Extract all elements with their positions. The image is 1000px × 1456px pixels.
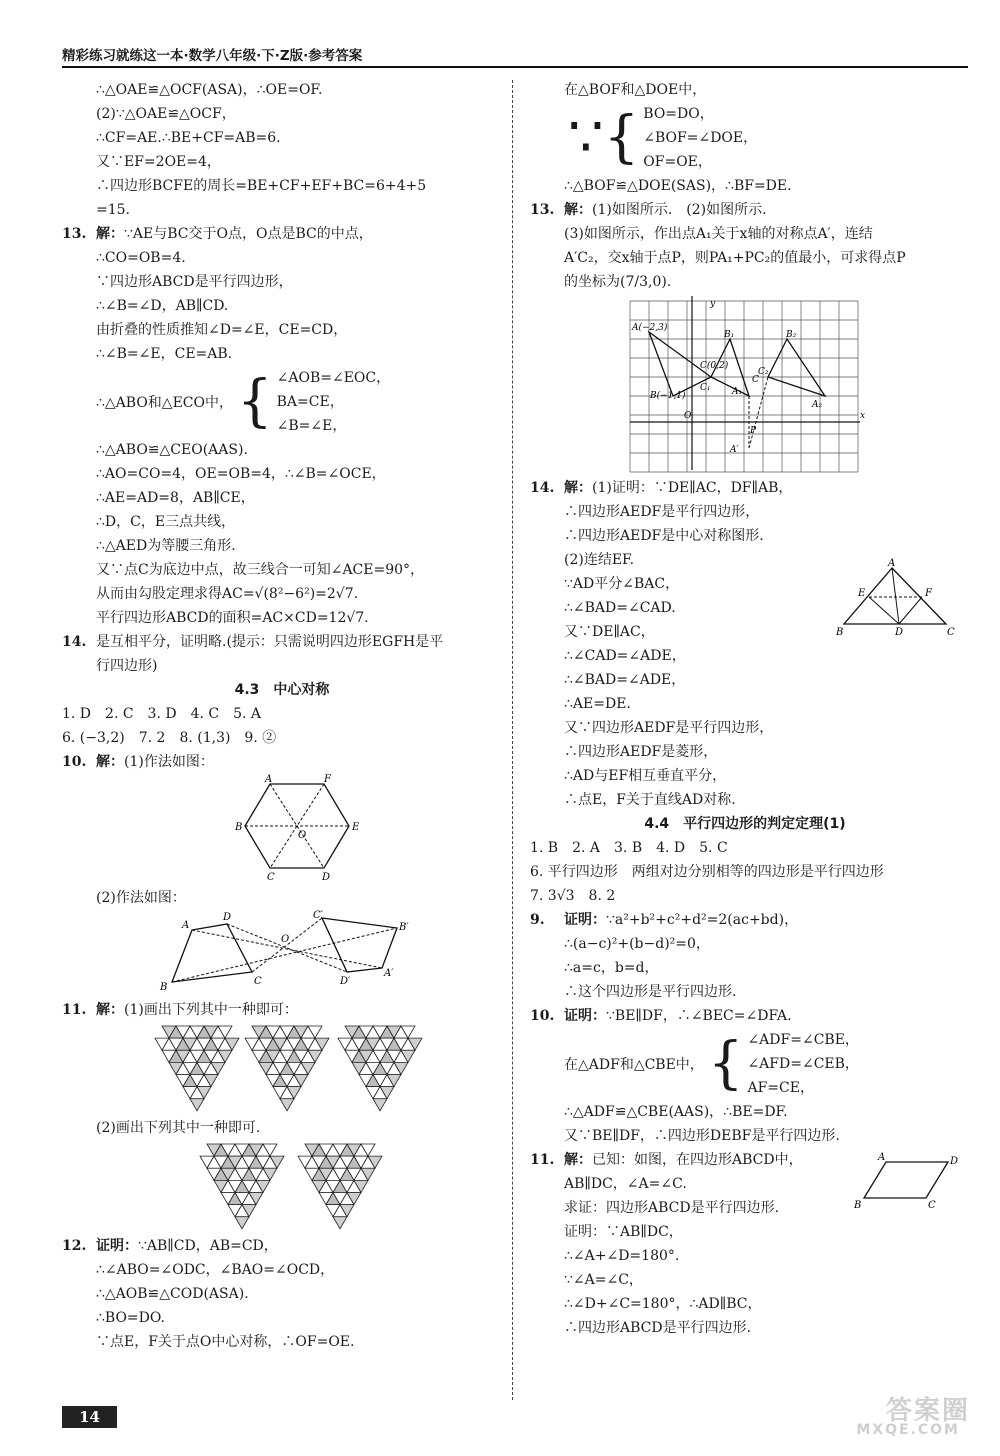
watermark-url: MXQE.COM <box>856 1422 960 1438</box>
center-label: O <box>281 934 290 945</box>
text-line: 由折叠的性质推知∠D=∠E，CE=CD， <box>96 322 348 338</box>
fill-answers: 7. 3√3 8. 2 <box>530 888 616 904</box>
vertex-label: D <box>950 1156 959 1167</box>
point-label: A₁ <box>732 387 743 397</box>
point-label: B(−1,1) <box>650 391 686 401</box>
segment-de <box>869 597 899 624</box>
answer-head: 解： <box>96 754 124 770</box>
answer-head: 证明： <box>564 912 606 928</box>
vertex-label: A′ <box>384 968 394 979</box>
text-line: ∴四边形AEDF是菱形， <box>564 744 718 760</box>
brace-item: ∠B=∠E， <box>276 418 347 434</box>
text-line: 又∵BE∥DF，∴四边形DEBF是平行四边形. <box>564 1128 840 1144</box>
parallelogram-figure <box>848 1150 960 1212</box>
brace-item: ∠ADF=∠CBE， <box>747 1032 859 1048</box>
text-line: (2)作法如图： <box>96 890 186 906</box>
text-line: 是互相平分，证明略.(提示：只需说明四边形EGFH是平 <box>96 634 444 650</box>
question-10 <box>530 1004 960 1028</box>
answer-head: 解： <box>96 226 124 242</box>
vertex-label: B <box>836 627 844 638</box>
diamond-grid-figures-2 <box>62 1140 502 1234</box>
point-label: A′ <box>730 445 739 455</box>
text-line: ∴∠CAD=∠ADE， <box>564 648 686 664</box>
point-label: C(0,2) <box>700 361 729 371</box>
vertex-label: B <box>854 1200 862 1211</box>
triangle-grid-diamond <box>338 1026 422 1111</box>
text-line: ∴四边形BCFE的周长=BE+CF+EF+BC=6+4+5 <box>96 178 427 194</box>
text-line: ∵AE与BC交于O点，O点是BC的中点， <box>124 226 373 242</box>
segment-ad <box>892 568 899 624</box>
origin-label: O <box>684 411 692 421</box>
text-line: 又∵EF=2OE=4， <box>96 154 221 170</box>
text-line: ∵∠A=∠C， <box>564 1272 643 1288</box>
text-line: ∴△ADF≌△CBE(AAS)，∴BE=DF. <box>564 1104 788 1120</box>
text-line: ∴D，C，E三点共线， <box>96 514 236 530</box>
text-line: 又∵DE∥AC， <box>564 624 655 640</box>
answer-head: 证明： <box>96 1238 138 1254</box>
watermark-logo: 答案圈 <box>885 1396 970 1426</box>
vertex-label: E <box>352 822 360 833</box>
text-line: ∴∠BAD=∠ADE， <box>564 672 686 688</box>
text-line: ∴AO=CO=4，OE=OB=4，∴∠B=∠OCE， <box>96 466 386 482</box>
axis-label: y <box>710 299 716 309</box>
question-11 <box>62 998 502 1022</box>
question-number: 9. <box>530 912 545 928</box>
point-label: A₂ <box>812 400 823 410</box>
left-column <box>62 78 502 1354</box>
text-line: 在△BOF和△DOE中， <box>564 82 707 98</box>
diamond-grid-figures-1 <box>62 1022 502 1116</box>
vertex-label: C <box>254 976 262 987</box>
q14-block <box>530 500 960 812</box>
point-label: A(−2,3) <box>632 323 668 333</box>
text-line: (1)如图所示. (2)如图所示. <box>592 202 767 218</box>
running-header: 精彩练习就练这一本·数学八年级·下·Z版·参考答案 <box>62 48 363 64</box>
text-line: 又∵四边形AEDF是平行四边形， <box>564 720 774 736</box>
question-number: 10. <box>62 754 87 770</box>
vertex-label: A <box>182 920 190 931</box>
question-13 <box>530 198 960 222</box>
text-line: ∴△ABO≌△CEO(AAS). <box>96 442 248 458</box>
answer-head: 解： <box>564 202 592 218</box>
brace-lead: 在△ADF和△CBE中， <box>564 1057 704 1073</box>
text-line: ∴CF=AE.∴BE+CF=AB=6. <box>96 130 281 146</box>
question-number: 14. <box>530 480 555 496</box>
text-line: ∴AE=AD=8，AB∥CE， <box>96 490 255 506</box>
text-line: 已知：如图，在四边形ABCD中， <box>592 1152 803 1168</box>
grid-cell <box>190 1099 204 1111</box>
triangle-figure <box>836 558 960 638</box>
answer-head: 解： <box>96 1002 124 1018</box>
text-line: (1)画出下列其中一种即可： <box>124 1002 298 1018</box>
triangle-grid-diamond <box>155 1026 239 1111</box>
connect-line <box>252 918 322 972</box>
question-number: 13. <box>530 202 555 218</box>
text-line: 行四边形) <box>96 658 158 674</box>
vertex-label: C <box>928 1200 936 1211</box>
text-line: (2)连结EF. <box>564 552 635 568</box>
text-line: 证明：∵AB∥DC， <box>564 1224 683 1240</box>
text-line: ∵AB∥CD，AB=CD， <box>138 1238 278 1254</box>
axis-label: x <box>860 411 866 421</box>
text-line: 平行四边形ABCD的面积=AC×CD=12√7. <box>96 610 369 626</box>
question-number: 12. <box>62 1238 87 1254</box>
question-10 <box>62 750 502 774</box>
connect-line <box>227 924 347 972</box>
question-14 <box>62 630 502 654</box>
text-line: ∴四边形AEDF是平行四边形， <box>564 504 760 520</box>
vertex-label: C <box>267 872 275 883</box>
text-line: ∴这个四边形是平行四边形. <box>564 984 737 1000</box>
triangle-grid-diamond <box>245 1026 329 1111</box>
vertex-label: D′ <box>340 976 351 987</box>
text-line: ∴BO=DO. <box>96 1310 165 1326</box>
grid-cell <box>333 1217 347 1229</box>
vertex-label: B <box>160 982 168 993</box>
text-line: ∴AE=DE. <box>564 696 631 712</box>
text-line: 的坐标为(7/3,0). <box>564 274 672 290</box>
vertex-label: D <box>895 627 904 638</box>
point-label: B₂ <box>786 330 797 340</box>
question-9 <box>530 908 960 932</box>
brace-symbol: ∵{ <box>568 105 640 170</box>
question-number: 14. <box>62 634 87 650</box>
fill-answers: 6. 平行四边形 两组对边分别相等的四边形是平行四边形 <box>530 864 884 880</box>
right-column <box>530 78 960 1340</box>
text-line: ∴四边形AEDF是中心对称图形. <box>564 528 764 544</box>
text-line: ∴∠ABO=∠ODC，∠BAO=∠OCD， <box>96 1262 335 1278</box>
text-line: A′C₂，交x轴于点P，则PA₁+PC₂的值最小，可求得点P <box>564 250 906 266</box>
column-divider <box>512 80 513 1400</box>
q11-block <box>530 1148 960 1340</box>
vertex-label: E <box>858 588 866 599</box>
triangle-grid-diamond <box>200 1144 284 1229</box>
text-line: ∴(a−c)²+(b−d)²=0， <box>564 936 710 952</box>
text-line: ∴△BOF≌△DOE(SAS)，∴BF=DE. <box>564 178 792 194</box>
question-13 <box>62 222 502 246</box>
text-line: (2)画出下列其中一种即可. <box>96 1120 261 1136</box>
question-number: 11. <box>62 1002 87 1018</box>
hexagon-figure <box>62 774 502 886</box>
text-line: ∴△AED为等腰三角形. <box>96 538 236 554</box>
brace-item: ∠AOB=∠EOC， <box>276 370 391 386</box>
coordinate-grid-figure <box>530 294 960 476</box>
text-line: ∴CO=OB=4. <box>96 250 186 266</box>
page-number: 14 <box>62 1406 117 1428</box>
point-label: B₁ <box>724 330 735 340</box>
text-line: (2)∵△OAE≌△OCF， <box>96 106 236 122</box>
vertex-label: F <box>324 774 331 785</box>
text-line: (3)如图所示，作出点A₁关于x轴的对称点A′，连结 <box>564 226 873 242</box>
brace-system <box>530 102 960 174</box>
vertex-label: C′ <box>313 910 323 921</box>
vertex-label: A <box>265 774 273 785</box>
text-line: ∴四边形ABCD是平行四边形. <box>564 1320 752 1336</box>
choice-answers: 1. B 2. A 3. B 4. D 5. C <box>530 840 728 856</box>
text-line: (1)作法如图： <box>124 754 214 770</box>
vertex-label: D <box>322 872 331 883</box>
text-line: ∴△OAE≌△OCF(ASA)，∴OE=OF. <box>96 82 323 98</box>
section-heading: 4.3 中心对称 <box>234 682 330 698</box>
text-line: 求证：四边形ABCD是平行四边形. <box>564 1200 780 1216</box>
question-number: 10. <box>530 1008 555 1024</box>
answer-head: 证明： <box>564 1008 606 1024</box>
question-12 <box>62 1234 502 1258</box>
triangle-a2b2c2 <box>768 339 825 396</box>
vertex-label: C <box>947 627 955 638</box>
text-line: ∴∠D+∠C=180°，∴AD∥BC， <box>564 1296 762 1312</box>
text-line: ∵点E，F关于点O中心对称，∴OF=OE. <box>96 1334 355 1350</box>
segment-a-prime-c2 <box>749 377 768 448</box>
triangle-grid-diamond <box>298 1144 382 1229</box>
brace-item: AF=CE， <box>747 1080 814 1096</box>
question-number: 11. <box>530 1152 555 1168</box>
brace-symbol: { <box>237 369 273 434</box>
brace-item: ∠BOF=∠DOE， <box>643 130 758 146</box>
vertex-label: A <box>888 558 896 569</box>
vertex-label: B′ <box>399 922 409 933</box>
central-symmetry-figure <box>62 910 502 998</box>
text-line: ∵四边形ABCD是平行四边形， <box>96 274 293 290</box>
answer-head: 解： <box>564 480 592 496</box>
choice-answers: 1. D 2. C 3. D 4. C 5. A <box>62 706 262 722</box>
fill-answers: 6. (−3,2) 7. 2 8. (1,3) 9. ② <box>62 730 277 746</box>
text-line: ∴∠B=∠D，AB∥CD. <box>96 298 229 314</box>
header-rule <box>62 66 968 68</box>
answer-head: 解： <box>564 1152 592 1168</box>
quadrilateral-abcd <box>172 924 252 982</box>
text-line: ∴∠BAD=∠CAD. <box>564 600 676 616</box>
brace-item: ∠AFD=∠CEB， <box>747 1056 859 1072</box>
parallelogram-abcd <box>864 1162 948 1198</box>
brace-symbol: { <box>707 1031 744 1096</box>
grid-cell <box>373 1099 387 1111</box>
text-line: ∵a²+b²+c²+d²=2(ac+bd)， <box>606 912 799 928</box>
point-label: C₁ <box>700 383 711 393</box>
section-heading: 4.4 平行四边形的判定定理(1) <box>644 816 846 832</box>
brace-item: BA=CE， <box>276 394 344 410</box>
text-line: ∵BE∥DF，∴∠BEC=∠DFA. <box>606 1008 792 1024</box>
text-line: ∴AD与EF相互垂直平分， <box>564 768 727 784</box>
segment-df <box>899 597 922 624</box>
text-line: ∴a=c，b=d， <box>564 960 659 976</box>
text-line: ∴∠A+∠D=180°. <box>564 1248 680 1264</box>
text-line: =15. <box>96 202 130 218</box>
vertex-label: D <box>223 912 232 923</box>
center-label: O <box>298 830 307 841</box>
point-label: C <box>752 375 759 385</box>
brace-item: OF=OE， <box>643 154 712 170</box>
text-line: (1)证明：∵DE∥AC，DF∥AB， <box>592 480 793 496</box>
grid-cell <box>280 1099 294 1111</box>
text-line: 又∵点C为底边中点，故三线合一可知∠ACE=90°， <box>96 562 425 578</box>
question-14 <box>530 476 960 500</box>
question-number: 13. <box>62 226 87 242</box>
vertex-label: F <box>925 588 932 599</box>
brace-lead: ∴△ABO和△ECO中， <box>96 395 233 411</box>
text-line: AB∥DC，∠A=∠C. <box>564 1176 687 1192</box>
brace-item: BO=DO， <box>643 106 714 122</box>
text-line: ∵AD平分∠BAC， <box>564 576 680 592</box>
vertex-label: B <box>235 822 243 833</box>
text-line: ∴△AOB≌△COD(ASA). <box>96 1286 249 1302</box>
point-label: C₂ <box>758 367 769 377</box>
text-line: ∴点E，F关于直线AD对称. <box>564 792 736 808</box>
grid-cell <box>235 1217 249 1229</box>
brace-system <box>530 1028 960 1100</box>
text-line: 从而由勾股定理求得AC=√(8²−6²)=2√7. <box>96 586 359 602</box>
brace-system <box>62 366 502 438</box>
vertex-label: A <box>878 1152 886 1163</box>
point-label: P <box>750 426 757 436</box>
text-line: ∴∠B=∠E，CE=AB. <box>96 346 233 362</box>
